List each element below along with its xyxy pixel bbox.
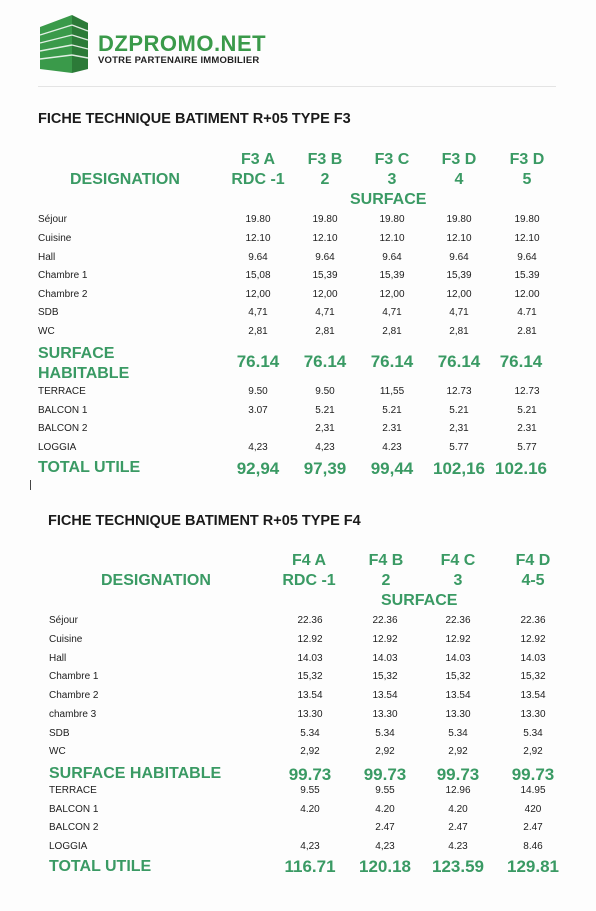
f3-col-header-3-line1: F3 C bbox=[374, 151, 410, 168]
f4-total-utile-label: TOTAL UTILE bbox=[49, 858, 152, 875]
f4-cell: 13.54 bbox=[297, 690, 323, 701]
f3-row-label: Séjour bbox=[38, 214, 67, 225]
f4-cell: 4.23 bbox=[448, 841, 468, 852]
f4-cell: 4,23 bbox=[300, 841, 320, 852]
f4-cell: 13.30 bbox=[520, 709, 546, 720]
header-divider bbox=[38, 86, 556, 87]
f3-surface-habitable-line2: HABITABLE bbox=[38, 365, 130, 382]
f4-total-utile-value: 129.81 bbox=[507, 857, 559, 876]
f4-cell: 5.34 bbox=[375, 728, 395, 739]
f4-row-label: LOGGIA bbox=[49, 841, 88, 852]
f3-surface-habitable-label bbox=[38, 344, 129, 384]
f4-cell: 9.55 bbox=[300, 785, 320, 796]
f3-row-label: LOGGIA bbox=[38, 442, 77, 453]
f3-cell: 5.21 bbox=[517, 405, 537, 416]
f3-cell: 12,00 bbox=[446, 289, 472, 300]
sheet-f4-title: FICHE TECHNIQUE BATIMENT R+05 TYPE F4 bbox=[48, 513, 361, 529]
f3-cell: 12,00 bbox=[312, 289, 338, 300]
f3-cell: 19.80 bbox=[245, 214, 271, 225]
f3-cell: 15,39 bbox=[446, 270, 472, 281]
f4-cell: 22.36 bbox=[297, 615, 323, 626]
f3-row-label: TERRACE bbox=[38, 386, 86, 397]
f3-cell: 9.64 bbox=[248, 252, 268, 263]
f4-cell: 12.92 bbox=[520, 634, 546, 645]
f4-cell: 14.03 bbox=[372, 653, 398, 664]
f4-row-label: Chambre 1 bbox=[49, 671, 99, 682]
f3-row-label: Chambre 2 bbox=[38, 289, 88, 300]
f3-cell: 3.07 bbox=[248, 405, 268, 416]
f3-designation-header: DESIGNATION bbox=[70, 171, 180, 188]
f4-cell: 13.30 bbox=[445, 709, 471, 720]
f4-surface-habitable-label: SURFACE HABITABLE bbox=[49, 765, 222, 782]
f3-surface-habitable-value: 76.14 bbox=[303, 352, 347, 371]
f4-cell: 2.47 bbox=[523, 822, 543, 833]
f4-cell: 4.20 bbox=[448, 804, 468, 815]
f3-cell: 9.50 bbox=[315, 386, 335, 397]
f3-cell: 2.31 bbox=[382, 423, 402, 434]
f3-surface-habitable-line1: SURFACE bbox=[38, 345, 115, 362]
f4-cell: 13.30 bbox=[297, 709, 323, 720]
f3-surface-habitable-value: 76.14 bbox=[370, 352, 414, 371]
f3-cell: 4,71 bbox=[382, 307, 402, 318]
f4-cell: 12.96 bbox=[445, 785, 471, 796]
f3-row-label: WC bbox=[38, 326, 55, 337]
f3-cell: 19.80 bbox=[446, 214, 472, 225]
brand-name: DZPROMO.NET bbox=[98, 31, 267, 56]
f4-cell: 14.03 bbox=[445, 653, 471, 664]
f3-col-header-2-line2: 2 bbox=[320, 171, 330, 188]
f3-total-utile-value: 102,16 bbox=[433, 459, 485, 478]
f3-cell: 12.00 bbox=[514, 289, 540, 300]
f3-cell: 9.64 bbox=[449, 252, 469, 263]
f3-cell: 4,23 bbox=[248, 442, 268, 453]
f3-cell: 11,55 bbox=[379, 386, 405, 397]
f3-cell: 15,39 bbox=[312, 270, 338, 281]
f4-cell: 15,32 bbox=[445, 671, 471, 682]
f4-total-utile-value: 123.59 bbox=[432, 857, 484, 876]
f3-cell: 12.10 bbox=[312, 233, 338, 244]
f3-cell: 2.31 bbox=[517, 423, 537, 434]
f3-cell: 2,81 bbox=[248, 326, 268, 337]
f4-cell: 2.47 bbox=[448, 822, 468, 833]
f3-col-header-2-line1: F3 B bbox=[307, 151, 343, 168]
f3-cell: 19.80 bbox=[379, 214, 405, 225]
f4-cell: 2,92 bbox=[523, 746, 543, 757]
f4-row-label: Séjour bbox=[49, 615, 78, 626]
f4-cell: 22.36 bbox=[445, 615, 471, 626]
f3-cell: 4,71 bbox=[248, 307, 268, 318]
f4-cell: 15,32 bbox=[297, 671, 323, 682]
f4-cell: 22.36 bbox=[520, 615, 546, 626]
f4-col-header-1-line2: RDC -1 bbox=[282, 572, 336, 589]
f4-row-label: BALCON 1 bbox=[49, 804, 99, 815]
f3-surface-header: SURFACE bbox=[350, 191, 427, 208]
f4-cell: 2.47 bbox=[375, 822, 395, 833]
f4-col-header-4-line2: 4-5 bbox=[521, 572, 545, 589]
f4-cell: 12.92 bbox=[297, 634, 323, 645]
f3-cell: 12.10 bbox=[446, 233, 472, 244]
f3-cell: 12.10 bbox=[379, 233, 405, 244]
f4-cell: 420 bbox=[524, 804, 542, 815]
f4-row-label: chambre 3 bbox=[49, 709, 97, 720]
f4-surface-habitable-value: 99.73 bbox=[363, 765, 407, 784]
f4-cell: 5.34 bbox=[523, 728, 543, 739]
f3-col-header-5-line1: F3 D bbox=[509, 151, 545, 168]
f4-col-header-3-line1: F4 C bbox=[440, 552, 476, 569]
f3-row-label: SDB bbox=[38, 307, 59, 318]
f4-col-header-2-line1: F4 B bbox=[368, 552, 404, 569]
f4-cell: 12.92 bbox=[372, 634, 398, 645]
f3-row-label: BALCON 1 bbox=[38, 405, 88, 416]
f4-cell: 2,92 bbox=[300, 746, 320, 757]
f4-surface-habitable-value: 99.73 bbox=[511, 765, 555, 784]
f3-cell: 15,39 bbox=[379, 270, 405, 281]
f4-surface-header: SURFACE bbox=[381, 592, 458, 609]
f3-cell: 12.73 bbox=[514, 386, 540, 397]
f4-row-label: TERRACE bbox=[49, 785, 97, 796]
f3-surface-habitable-value: 76.14 bbox=[437, 352, 481, 371]
f3-cell: 9.64 bbox=[382, 252, 402, 263]
f3-total-utile-label: TOTAL UTILE bbox=[38, 459, 141, 476]
f3-col-header-4-line1: F3 D bbox=[441, 151, 477, 168]
f4-col-header-2-line2: 2 bbox=[381, 572, 391, 589]
f4-cell: 2,92 bbox=[375, 746, 395, 757]
f4-cell: 9.55 bbox=[375, 785, 395, 796]
f4-cell: 14.95 bbox=[520, 785, 546, 796]
f4-cell: 2,92 bbox=[448, 746, 468, 757]
f3-cell: 9.64 bbox=[315, 252, 335, 263]
f4-designation-header: DESIGNATION bbox=[101, 572, 211, 589]
f4-cell: 4.20 bbox=[300, 804, 320, 815]
f4-col-header-4-line1: F4 D bbox=[515, 552, 551, 569]
page-marker bbox=[30, 480, 31, 490]
brand-tagline: VOTRE PARTENAIRE IMMOBILIER bbox=[98, 55, 260, 66]
f3-cell: 5.21 bbox=[315, 405, 335, 416]
f3-cell: 4,71 bbox=[449, 307, 469, 318]
f3-cell: 5.77 bbox=[517, 442, 537, 453]
f4-cell: 13.54 bbox=[445, 690, 471, 701]
f3-cell: 15,08 bbox=[245, 270, 271, 281]
f3-col-header-3-line2: 3 bbox=[387, 171, 397, 188]
f4-cell: 5.34 bbox=[448, 728, 468, 739]
f4-cell: 22.36 bbox=[372, 615, 398, 626]
f4-cell: 5.34 bbox=[300, 728, 320, 739]
sheet-f3-title: FICHE TECHNIQUE BATIMENT R+05 TYPE F3 bbox=[38, 111, 351, 127]
f4-row-label: Cuisine bbox=[49, 634, 83, 645]
f3-total-utile-value: 99,44 bbox=[370, 459, 414, 478]
f3-row-label: Hall bbox=[38, 252, 56, 263]
f3-cell: 2,81 bbox=[382, 326, 402, 337]
f4-total-utile-value: 120.18 bbox=[359, 857, 411, 876]
f4-cell: 13.30 bbox=[372, 709, 398, 720]
f4-cell: 14.03 bbox=[297, 653, 323, 664]
f3-cell: 4,23 bbox=[315, 442, 335, 453]
f3-row-label: BALCON 2 bbox=[38, 423, 88, 434]
f4-row-label: WC bbox=[49, 746, 66, 757]
f3-cell: 4.23 bbox=[382, 442, 402, 453]
f3-cell: 19.80 bbox=[312, 214, 338, 225]
f3-cell: 12,00 bbox=[379, 289, 405, 300]
f4-cell: 13.54 bbox=[520, 690, 546, 701]
f3-cell: 12.10 bbox=[514, 233, 540, 244]
f3-cell: 2,81 bbox=[449, 326, 469, 337]
f4-row-label: Hall bbox=[49, 653, 67, 664]
f3-cell: 4,71 bbox=[315, 307, 335, 318]
f4-surface-habitable-value: 99.73 bbox=[288, 765, 332, 784]
f4-col-header-3-line2: 3 bbox=[453, 572, 463, 589]
f4-row-label: SDB bbox=[49, 728, 70, 739]
f3-cell: 9.50 bbox=[248, 386, 268, 397]
f4-cell: 12.92 bbox=[445, 634, 471, 645]
f3-cell: 19.80 bbox=[514, 214, 540, 225]
f3-cell: 2,31 bbox=[315, 423, 335, 434]
f4-cell: 4.20 bbox=[375, 804, 395, 815]
f4-surface-habitable-value: 99.73 bbox=[436, 765, 480, 784]
f3-row-label: Cuisine bbox=[38, 233, 72, 244]
f4-row-label: BALCON 2 bbox=[49, 822, 99, 833]
f4-col-header-1-line1: F4 A bbox=[291, 552, 327, 569]
f4-row-label: Chambre 2 bbox=[49, 690, 99, 701]
f3-cell: 2,81 bbox=[315, 326, 335, 337]
f3-col-header-5-line2: 5 bbox=[522, 171, 532, 188]
f3-total-utile-value: 102.16 bbox=[495, 459, 547, 478]
f4-cell: 15,32 bbox=[372, 671, 398, 682]
f3-cell: 9.64 bbox=[517, 252, 537, 263]
f3-cell: 5.21 bbox=[449, 405, 469, 416]
f3-cell: 12,00 bbox=[245, 289, 271, 300]
f3-col-header-1-line2: RDC -1 bbox=[231, 171, 285, 188]
f3-cell: 5.77 bbox=[449, 442, 469, 453]
f4-cell: 15,32 bbox=[520, 671, 546, 682]
f3-surface-habitable-value: 76.14 bbox=[236, 352, 280, 371]
f3-row-label: Chambre 1 bbox=[38, 270, 88, 281]
f3-cell: 5.21 bbox=[382, 405, 402, 416]
f4-cell: 14.03 bbox=[520, 653, 546, 664]
f3-surface-habitable-value: 76.14 bbox=[499, 352, 543, 371]
f3-col-header-1-line1: F3 A bbox=[240, 151, 276, 168]
f4-cell: 13.54 bbox=[372, 690, 398, 701]
green-building-logo-icon bbox=[38, 13, 90, 75]
f3-cell: 4.71 bbox=[517, 307, 537, 318]
f4-cell: 4,23 bbox=[375, 841, 395, 852]
f3-total-utile-value: 92,94 bbox=[236, 459, 280, 478]
f3-total-utile-value: 97,39 bbox=[303, 459, 347, 478]
f3-cell: 2,31 bbox=[449, 423, 469, 434]
f3-cell: 12.10 bbox=[245, 233, 271, 244]
f4-cell: 8.46 bbox=[523, 841, 543, 852]
f3-cell: 2.81 bbox=[517, 326, 537, 337]
f3-col-header-4-line2: 4 bbox=[454, 171, 464, 188]
f4-total-utile-value: 116.71 bbox=[284, 857, 336, 876]
f3-cell: 15.39 bbox=[514, 270, 540, 281]
f3-cell: 12.73 bbox=[446, 386, 472, 397]
